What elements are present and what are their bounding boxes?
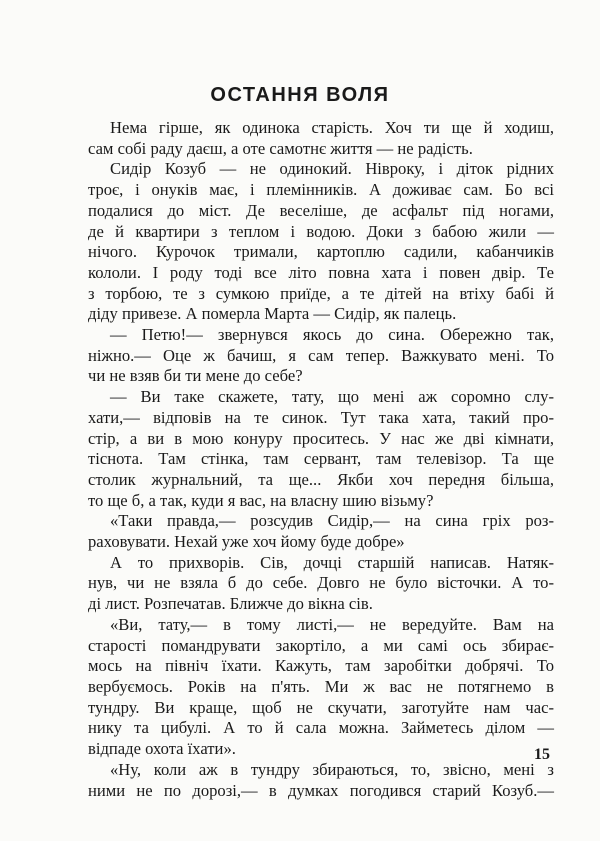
text-line: троє, і онуків має, і племінників. А доживає сам. Бо всі: [88, 180, 554, 200]
text-line: столик журнальний, та ще... Якби хоч передня більша,: [88, 469, 554, 489]
text-line: «Ви, тату,— в тому листі,— не вередуйте. Вам на: [110, 614, 554, 634]
text-line: чи не взяв би ти мене до себе?: [88, 366, 303, 386]
text-line: А то прихворів. Сів, дочці старшій написав. Натяк-: [110, 552, 554, 572]
text-line: діду привезе. А померла Марта — Сидір, як палець.: [88, 304, 457, 324]
page-number: 15: [534, 746, 550, 763]
body-text: [88, 118, 554, 801]
text-line: де й квартири з теплом і водою. Доки з бабою жили —: [88, 221, 554, 241]
paragraph: [88, 387, 554, 511]
text-line: «Ну, коли аж в тундру збираються, то, звісно, мені з: [110, 759, 554, 779]
paragraph: [88, 615, 554, 760]
text-line: з торбою, те з сумкою приїде, а те дітей на втіху бабі й: [88, 283, 554, 303]
paragraph: [88, 511, 554, 552]
text-line: подалися до міст. Де веселіше, де асфальт під ногами,: [88, 200, 554, 220]
text-line: хати,— відповів на те синок. Тут така хата, такий про-: [88, 407, 554, 427]
paragraph: [88, 118, 554, 159]
text-line: нику та цибулі. А то й сала можна. Займетесь ділом —: [88, 718, 554, 738]
text-line: старості помандрувати закортіло, а ми самі ось збирає-: [88, 635, 554, 655]
text-line: сам собі раду даєш, а оте самотнє життя — не радість.: [88, 138, 473, 158]
text-line: раховувати. Нехай уже хоч йому буде добре»: [88, 532, 405, 552]
paragraph: [88, 553, 554, 615]
text-line: — Петю!— звернувся якось до сина. Обережно так,: [110, 325, 554, 345]
paragraph: [88, 760, 554, 801]
text-line: Нема гірше, як одинока старість. Хоч ти ще й ходиш,: [110, 118, 554, 137]
text-line: то ще б, а так, куди я вас, на власну шию візьму?: [88, 490, 434, 510]
text-line: кололи. І роду тоді все літо повна хата і повен двір. Те: [88, 262, 554, 282]
text-line: тіснота. Там стінка, там сервант, там телевізор. Та ще: [88, 449, 554, 469]
text-line: стір, а ви в мою конуру проситесь. У нас же дві кімнати,: [88, 428, 554, 448]
text-line: «Таки правда,— розсудив Сидір,— на сина гріх роз-: [110, 511, 554, 531]
chapter-title: ОСТАННЯ ВОЛЯ: [210, 84, 390, 106]
text-line: — Ви таке скажете, тату, що мені аж соромно слу-: [110, 387, 554, 407]
text-line: Сидір Козуб — не одинокий. Нівроку, і діток рідних: [110, 159, 554, 179]
paragraph: [88, 159, 554, 325]
text-line: відпаде охота їхати».: [88, 739, 236, 759]
text-line: ніжно.— Оце ж бачиш, я сам тепер. Важкувато мені. То: [88, 345, 554, 365]
text-line: нічого. Курочок тримали, картоплю садили, кабанчиків: [88, 242, 554, 262]
text-line: вербуємось. Років на п'ять. Ми ж вас не потягнемо в: [88, 676, 554, 696]
text-line: ними не по дорозі,— в думках погодився старий Козуб.—: [88, 780, 554, 800]
text-line: нув, чи не взяла б до себе. Довго не було вісточки. А то-: [88, 573, 554, 593]
text-line: тундру. Ви краще, щоб не скучати, заготуйте нам час-: [88, 697, 554, 717]
paragraph: [88, 325, 554, 387]
text-line: ді лист. Розпечатав. Ближче до вікна сів.: [88, 594, 373, 614]
text-line: мось на північ їхати. Кажуть, там заробітки добрячі. То: [88, 656, 554, 676]
